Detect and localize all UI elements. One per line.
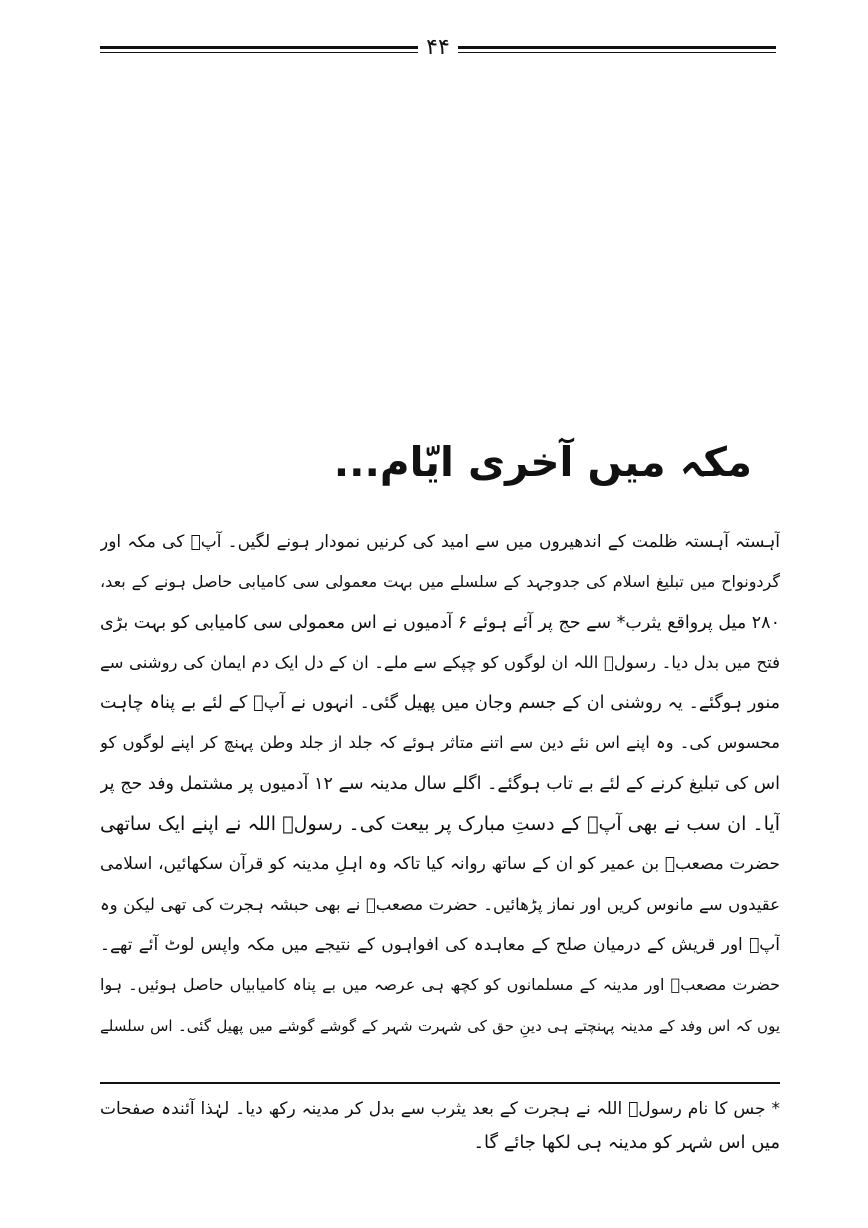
body-line: فتح میں بدل دیا۔ رسولؐ اللہ ان لوگوں کو چپکے سے ملے۔ ان کے دل ایک دم ایمان کی روشنی سے: [100, 652, 780, 672]
body-line: اس کی تبلیغ کرنے کے لئے بے تاب ہوگئے۔ اگلے سال مدینہ سے ۱۲ آدمیوں پر مشتمل وفد حج پر: [100, 773, 780, 794]
body-line: آپؐ اور قریش کے درمیان صلح کے معاہدہ کی افواہوں کے نتیجے میں مکہ واپس لوٹ آئے تھے۔: [100, 934, 780, 955]
page-number: ۴۴: [426, 35, 450, 60]
body-line: ۲۸۰ میل پرواقع یثرب* سے حج پر آئے ہوئے ۶ آدمیوں نے اس معمولی سی کامیابی کو بہت بڑی: [100, 612, 780, 633]
body-line: حضرت مصعبؓ بن عمیر کو ان کے ساتھ روانہ کیا تاکہ وہ اہلِ مدینہ کو قرآن سکھائیں، اسلامی: [100, 854, 780, 875]
header-rule-left: [100, 46, 418, 53]
body-line: گردونواح میں تبلیغ اسلام کی جدوجہد کے سلسلے میں بہت معمولی سی کامیابی حاصل ہونے کے بعد،: [100, 572, 780, 592]
chapter-title: مکہ میں آخری ایّام...: [333, 438, 752, 486]
footnote-divider: [100, 1082, 780, 1084]
body-line: آہستہ آہستہ ظلمت کے اندھیروں میں سے امید کی کرنیں نمودار ہونے لگیں۔ آپؐ کی مکہ اور: [100, 532, 780, 552]
body-line: عقیدوں سے مانوس کریں اور نماز پڑھائیں۔ حضرت مصعبؓ نے بھی حبشہ ہجرت کی تھی لیکن وہ: [100, 894, 780, 914]
body-line: حضرت مصعبؓ اور مدینہ کے مسلمانوں کو کچھ ہی عرصہ میں بے پناہ کامیابیاں حاصل ہوئیں۔ ہوا: [100, 975, 780, 995]
body-text: [100, 522, 780, 1046]
body-line: یوں کہ اس وفد کے مدینہ پہنچتے ہی دینِ حق کی شہرت شہر کے گوشے گوشے میں پھیل گئی۔ اس سلسلے: [100, 1016, 780, 1035]
footnote: [100, 1092, 780, 1160]
footnote-line: میں اس شہر کو مدینہ ہی لکھا جائے گا۔: [473, 1132, 780, 1153]
body-line: محسوس کی۔ وہ اپنے اس نئے دین سے اتنے متاثر ہوئے کہ جلد از جلد وطن پہنچ کر اپنے لوگوں کو: [100, 733, 780, 753]
body-line: آیا۔ ان سب نے بھی آپؐ کے دستِ مبارک پر بیعت کی۔ رسولؐ اللہ نے اپنے ایک ساتھی: [100, 813, 780, 836]
header-rule-right: [458, 46, 776, 53]
footnote-line: * جس کا نام رسولؐ اللہ نے ہجرت کے بعد یثرب سے بدل کر مدینہ رکھ دیا۔ لہٰذا آئندہ صفحات: [100, 1099, 780, 1119]
body-line: منور ہوگئے۔ یہ روشنی ان کے جسم وجان میں پھیل گئی۔ انہوں نے آپؐ کے لئے بے پناہ چاہت: [100, 693, 780, 714]
